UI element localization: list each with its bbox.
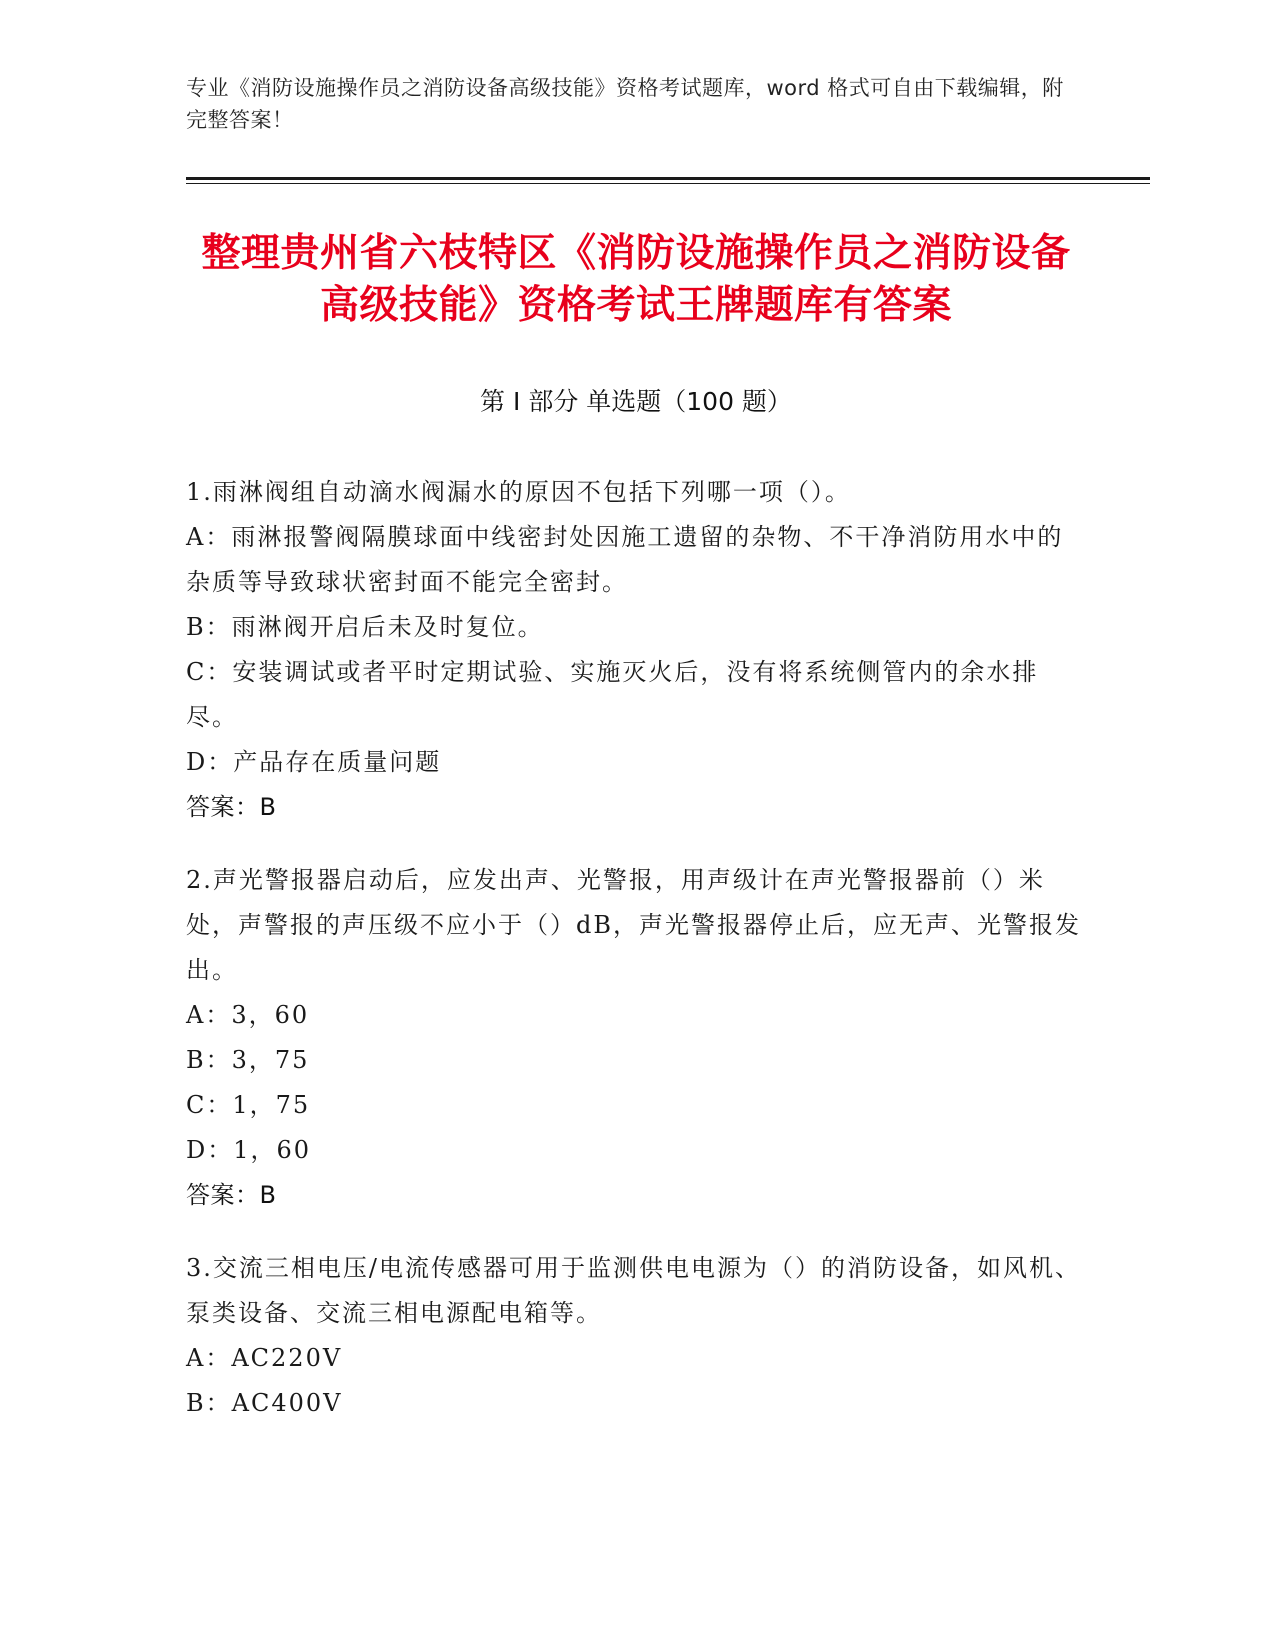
- header-note: 专业《消防设施操作员之消防设备高级技能》资格考试题库，word 格式可自由下载编辑，附完整答案！: [186, 76, 1064, 132]
- question-1: [186, 470, 1086, 830]
- question-list: [186, 470, 1086, 1454]
- header-divider-thick: [186, 177, 1150, 180]
- question-text: 3.交流三相电压/电流传感器可用于监测供电电源为（）的消防设备，如风机、泵类设备、交流三相电源配电箱等。: [186, 1254, 1081, 1327]
- option-c: C：安装调试或者平时定期试验、实施灭火后，没有将系统侧管内的余水排尽。: [186, 658, 1039, 731]
- answer: 答案：B: [186, 1181, 277, 1209]
- option-d: D：1，60: [186, 1136, 312, 1164]
- question-text: 1.雨淋阀组自动滴水阀漏水的原因不包括下列哪一项（）。: [186, 478, 851, 506]
- section-title: 第 I 部分 单选题（100 题）: [480, 387, 792, 416]
- option-d: D：产品存在质量问题: [186, 748, 442, 776]
- option-c: C：1，75: [186, 1091, 311, 1119]
- option-a: A：3，60: [186, 1001, 310, 1029]
- question-text: 2.声光警报器启动后，应发出声、光警报，用声级计在声光警报器前（）米处，声警报的声压级不应小于（）dB，声光警报器停止后，应无声、光警报发出。: [186, 866, 1081, 984]
- option-b: B：AC400V: [186, 1389, 343, 1417]
- question-3: [186, 1246, 1086, 1426]
- answer: 答案：B: [186, 793, 277, 821]
- header-divider-thin: [186, 183, 1150, 184]
- document-title: 整理贵州省六枝特区《消防设施操作员之消防设备高级技能》资格考试王牌题库有答案: [201, 231, 1071, 328]
- option-a: A：雨淋报警阀隔膜球面中线密封处因施工遗留的杂物、不干净消防用水中的杂质等导致球状密封面不能完全密封。: [186, 523, 1064, 596]
- option-b: B：雨淋阀开启后未及时复位。: [186, 613, 544, 641]
- option-b: B：3，75: [186, 1046, 310, 1074]
- question-2: [186, 858, 1086, 1218]
- option-a: A：AC220V: [186, 1344, 343, 1372]
